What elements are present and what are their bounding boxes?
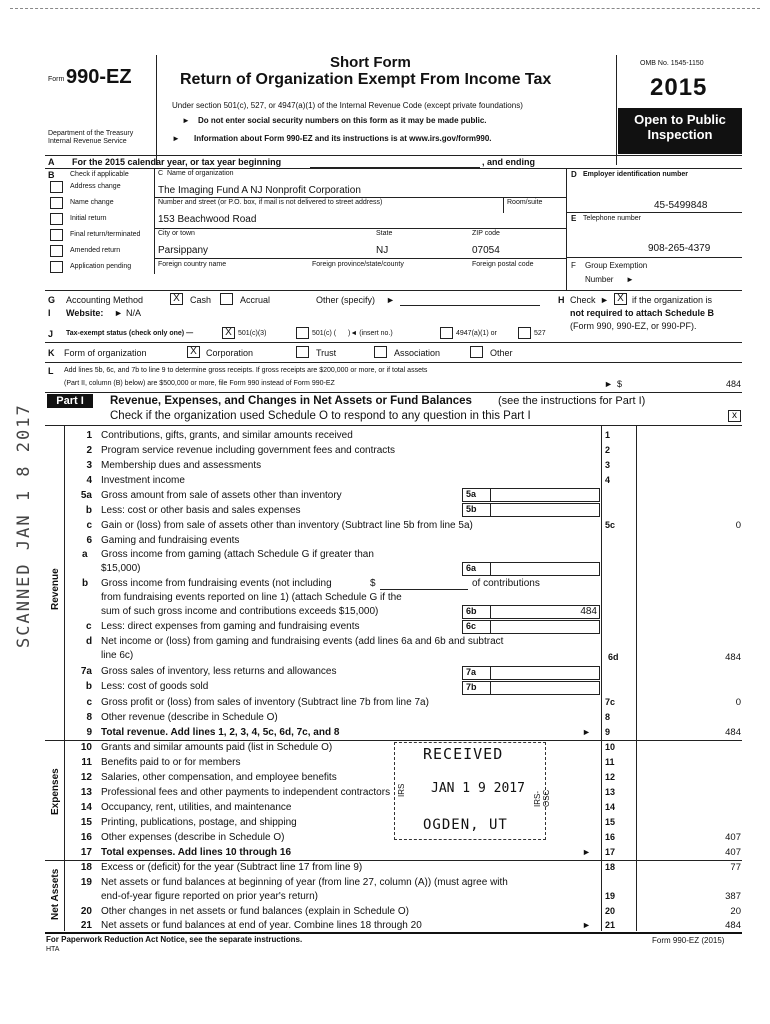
line-6: 6 Gaming and fundraising events: [86, 535, 240, 546]
line-11: 11 Benefits paid to or for members 11: [81, 757, 615, 768]
form-word: Form: [48, 76, 65, 83]
part-i-label: Part I: [47, 394, 93, 408]
line-5b-amount[interactable]: [490, 503, 600, 517]
trust-label: Trust: [316, 348, 337, 358]
line-6d-amount[interactable]: 484: [725, 652, 741, 663]
line-7b-box: 7b: [462, 681, 491, 695]
line-6c-amount[interactable]: [490, 620, 600, 634]
corporation-label: Corporation: [206, 348, 254, 358]
line-6a-desc-1: Gross income from gaming (attach Schedule G if greater than: [101, 549, 374, 560]
association-label: Association: [394, 348, 441, 358]
amended-return-checkbox[interactable]: [50, 245, 63, 257]
final-return-checkbox[interactable]: [50, 229, 63, 241]
application-pending-checkbox[interactable]: [50, 261, 63, 273]
arrow-icon: ►: [386, 295, 395, 305]
initial-return-checkbox[interactable]: [50, 213, 63, 225]
stamp-received-text: RECEIVED: [423, 745, 504, 763]
insert-no-label: )◄ (insert no.): [348, 330, 393, 337]
open-to-public-banner: Open to Public Inspection: [618, 108, 742, 154]
527-checkbox[interactable]: [518, 327, 531, 339]
line-15: 15 Printing, publications, postage, and shipping 15: [80, 817, 616, 828]
tax-year-line: For the 2015 calendar year, or tax year beginning: [72, 157, 282, 167]
line-5b-box: 5b: [462, 503, 491, 517]
line-6b-desc-1: Gross income from fundraising events (not including: [101, 578, 332, 589]
line-2: 2 Program service revenue including government fees and contracts 2: [86, 445, 611, 456]
line-6d-desc-1: Net income or (loss) from gaming and fundraising events (add lines 6a and 6b and subtract: [101, 636, 504, 647]
foreign-province-label: Foreign province/state/county: [312, 261, 404, 268]
4947-label: 4947(a)(1) or: [456, 330, 497, 337]
line-18: 18 Excess or (deficit) for the year (Subtract line 17 from line 9) 18 77: [80, 862, 741, 873]
final-return-label: Final return/terminated: [70, 231, 141, 238]
street-value[interactable]: 153 Beachwood Road: [158, 214, 257, 225]
arrow-icon: ►: [604, 379, 613, 389]
line-7c-amount[interactable]: 0: [735, 697, 741, 708]
line-21: 21 Net assets or fund balances at end of year. Combine lines 18 through 20 21 484: [80, 920, 741, 931]
line-12: 12 Salaries, other compensation, and employee benefits 12: [80, 772, 616, 783]
info-line: Information about Form 990-EZ and its instructions is at www.irs.gov/form990.: [194, 134, 492, 143]
line-l-text-1: Add lines 5b, 6c, and 7b to line 9 to determine gross receipts. If gross receipts are $200,000 or more, or if total assets: [64, 367, 428, 374]
state-value[interactable]: NJ: [376, 245, 389, 256]
line-3: 3 Membership dues and assessments 3: [86, 460, 611, 471]
line-1: 1 Contributions, gifts, grants, and similar amounts received 1: [86, 430, 611, 441]
under-section: Under section 501(c), 527, or 4947(a)(1) of the Internal Revenue Code (except private foundations): [172, 101, 523, 110]
line-6b-of-contributions: of contributions: [472, 578, 540, 589]
schedule-b-checkbox[interactable]: X: [614, 293, 627, 305]
ein-value[interactable]: 45-5499848: [654, 200, 708, 211]
line-7b: b Less: cost of goods sold: [85, 681, 209, 692]
org-name-label: Name of organization: [167, 170, 234, 177]
accrual-label: Accrual: [240, 295, 271, 305]
arrow-icon: ►: [172, 134, 180, 143]
group-number-label: Number: [585, 275, 614, 284]
line-17-amount[interactable]: 407: [725, 847, 741, 858]
ein-label: Employer identification number: [583, 171, 689, 178]
schedule-o-check-line: Check if the organization used Schedule O to respond to any question in this Part I: [110, 410, 531, 422]
line-5b: b Less: cost or other basis and sales expenses: [85, 505, 301, 516]
form-title: Return of Organization Exempt From Income Tax: [180, 71, 552, 88]
line-16: 16 Other expenses (describe in Schedule O) 16 407: [80, 832, 741, 843]
4947-checkbox[interactable]: [440, 327, 453, 339]
scanned-stamp: SCANNED JAN 1 8 2017: [14, 403, 34, 648]
line-4: 4 Investment income 4: [86, 475, 611, 486]
website-label: Website:: [66, 308, 104, 318]
line-16-amount[interactable]: 407: [725, 832, 741, 843]
arrow-icon: ►: [582, 920, 591, 930]
check-if-applicable: Check if applicable: [70, 171, 129, 178]
line-6b-amount[interactable]: 484: [490, 605, 600, 619]
other-org-checkbox[interactable]: [470, 346, 483, 358]
line-18-amount[interactable]: 77: [730, 862, 741, 873]
net-assets-side-label: Net Assets: [50, 868, 61, 920]
line-14: 14 Occupancy, rent, utilities, and maintenance 14: [80, 802, 616, 813]
no-ssn-notice: Do not enter social security numbers on this form as it may be made public.: [198, 116, 487, 125]
line-10: 10 Grants and similar amounts paid (list in Schedule O) 10: [80, 742, 616, 753]
arrow-icon: ►: [182, 116, 190, 125]
and-ending: , and ending: [482, 157, 535, 167]
tax-exempt-status-label: Tax-exempt status (check only one) —: [66, 330, 194, 337]
line-6a-box: 6a: [462, 562, 491, 576]
line-6b-desc-3: sum of such gross income and contributions exceeds $15,000): [101, 606, 379, 617]
group-exemption-label: Group Exemption: [585, 261, 648, 270]
501c3-label: 501(c)(3): [238, 330, 267, 337]
tax-year: 2015: [650, 74, 708, 101]
501c-label: 501(c) (: [312, 330, 337, 337]
foreign-postal-label: Foreign postal code: [472, 261, 534, 268]
line-19: 19 Net assets or fund balances at beginning of year (from line 27, column (A)) (must agree with: [80, 877, 508, 888]
arrow-icon: ►: [582, 847, 591, 857]
city-value[interactable]: Parsippany: [158, 245, 209, 256]
foreign-country-label: Foreign country name: [158, 261, 227, 268]
other-method-label: Other (specify): [316, 295, 376, 305]
trust-checkbox[interactable]: [296, 346, 309, 358]
line-20: 20 Other changes in net assets or fund balances (explain in Schedule O) 20 20: [80, 906, 741, 917]
room-label: Room/suite: [507, 199, 543, 206]
line-6a-desc-2: $15,000): [101, 563, 141, 574]
dept-treasury: Department of the Treasury: [48, 130, 134, 137]
line-6b-desc-2: from fundraising events reported on line 1) (attach Schedule G if the: [101, 592, 402, 603]
line-9: 9 Total revenue. Add lines 1, 2, 3, 4, 5c, 6d, 7c, and 8 9 484: [86, 727, 741, 738]
form-of-org-label: Form of organization: [64, 348, 147, 358]
schedule-o-checkbox[interactable]: x: [728, 410, 741, 422]
line-9-amount[interactable]: 484: [725, 727, 741, 738]
website-value[interactable]: N/A: [126, 308, 142, 318]
zip-value[interactable]: 07054: [472, 245, 500, 256]
irs-label: Internal Revenue Service: [48, 138, 127, 145]
line-6c-box: 6c: [462, 620, 491, 634]
short-form-label: Short Form: [330, 54, 411, 71]
hta-label: HTA: [46, 946, 60, 953]
h-text-3: not required to attach Schedule B: [570, 308, 715, 318]
expenses-side-label: Expenses: [50, 768, 61, 815]
line-5a-amount[interactable]: [490, 488, 600, 502]
line-13: 13 Professional fees and other payments to independent contractors 13: [80, 787, 616, 798]
gross-receipts-value[interactable]: 484: [725, 379, 741, 389]
501c3-checkbox[interactable]: X: [222, 327, 235, 339]
name-change-checkbox[interactable]: [50, 197, 63, 209]
line-7b-amount[interactable]: [490, 681, 600, 695]
paperwork-notice: For Paperwork Reduction Act Notice, see the separate instructions.: [46, 935, 303, 944]
cash-checkbox[interactable]: X: [170, 293, 183, 305]
line-17: 17 Total expenses. Add lines 10 through 16 17 407: [80, 847, 741, 858]
org-name-value[interactable]: The Imaging Fund A NJ Nonprofit Corporation: [158, 185, 361, 196]
line-6c-desc: Less: direct expenses from gaming and fundraising events: [101, 621, 360, 632]
accrual-checkbox[interactable]: [220, 293, 233, 305]
line-21-amount[interactable]: 484: [725, 920, 741, 931]
state-label: State: [376, 230, 393, 237]
received-stamp: [394, 742, 551, 840]
omb-number: OMB No. 1545-1150: [640, 60, 704, 67]
line-6b-box: 6b: [462, 605, 491, 619]
stamp-code-left: IRS: [397, 783, 406, 797]
phone-label: Telephone number: [583, 215, 641, 222]
line-20-amount[interactable]: 20: [730, 906, 741, 917]
application-pending-label: Application pending: [70, 263, 132, 270]
accounting-method-label: Accounting Method: [66, 295, 144, 305]
name-change-label: Name change: [70, 199, 114, 206]
stamp-code-right: IRS-OSC: [533, 789, 551, 807]
arrow-icon: ►: [626, 275, 634, 284]
form-footer-ref: Form 990-EZ (2015): [652, 936, 725, 945]
501c-checkbox[interactable]: [296, 327, 309, 339]
line-6a-amount[interactable]: [490, 562, 600, 576]
address-change-checkbox[interactable]: [50, 181, 63, 193]
arrow-icon: ►: [114, 308, 123, 318]
zip-label: ZIP code: [472, 230, 500, 237]
city-label: City or town: [158, 230, 195, 237]
line-7a-box: 7a: [462, 666, 491, 680]
527-label: 527: [534, 330, 546, 337]
l-dollar-sign: $: [617, 379, 623, 389]
line-5c-amount[interactable]: 0: [735, 520, 741, 531]
corporation-checkbox[interactable]: X: [187, 346, 200, 358]
revenue-side-label: Revenue: [50, 568, 61, 610]
form-number: 990-EZ: [66, 66, 132, 88]
line-19-amount[interactable]: 387: [725, 891, 741, 902]
line-7a: 7a Gross sales of inventory, less returns and allowances: [80, 666, 337, 677]
arrow-icon: ►: [600, 295, 609, 305]
line-5a-box: 5a: [462, 488, 491, 502]
amended-return-label: Amended return: [70, 247, 121, 254]
line-7a-amount[interactable]: [490, 666, 600, 680]
line-7c: c Gross profit or (loss) from sales of inventory (Subtract line 7b from line 7a) 7c 0: [86, 697, 741, 708]
line-8: 8 Other revenue (describe in Schedule O) 8: [86, 712, 611, 723]
line-5a: 5a Gross amount from sale of assets other than inventory: [80, 490, 342, 501]
line-6d-desc-2: line 6c): [101, 650, 134, 661]
initial-return-label: Initial return: [70, 215, 107, 222]
street-label: Number and street (or P.O. box, if mail is not delivered to street address): [158, 199, 383, 206]
part-i-title-suffix: (see the instructions for Part I): [498, 395, 646, 407]
other-org-label: Other: [490, 348, 513, 358]
stamp-city: OGDEN, UT: [423, 817, 508, 833]
line-19-cont: end-of-year figure reported on prior year's return) 19 387: [101, 891, 741, 902]
scan-artifact-line: [10, 8, 760, 9]
phone-value[interactable]: 908-265-4379: [648, 243, 711, 254]
stamp-date: JAN 1 9 2017: [431, 781, 525, 796]
h-check-label: Check: [570, 295, 596, 305]
line-6d-label: 6d: [608, 652, 619, 662]
h-text-2: if the organization is: [632, 295, 713, 305]
line-5c: c Gain or (loss) from sale of assets other than inventory (Subtract line 5b from line 5a) 5c 0: [86, 520, 741, 531]
line-l-text-2: (Part II, column (B) below) are $500,000 or more, file Form 990 instead of Form 990-EZ: [64, 380, 335, 387]
association-checkbox[interactable]: [374, 346, 387, 358]
part-i-title: Revenue, Expenses, and Changes in Net Assets or Fund Balances: [110, 395, 472, 407]
cash-label: Cash: [190, 295, 212, 305]
h-text-4: (Form 990, 990-EZ, or 990-PF).: [570, 321, 697, 331]
arrow-icon: ►: [582, 727, 591, 737]
address-change-label: Address change: [70, 183, 121, 190]
